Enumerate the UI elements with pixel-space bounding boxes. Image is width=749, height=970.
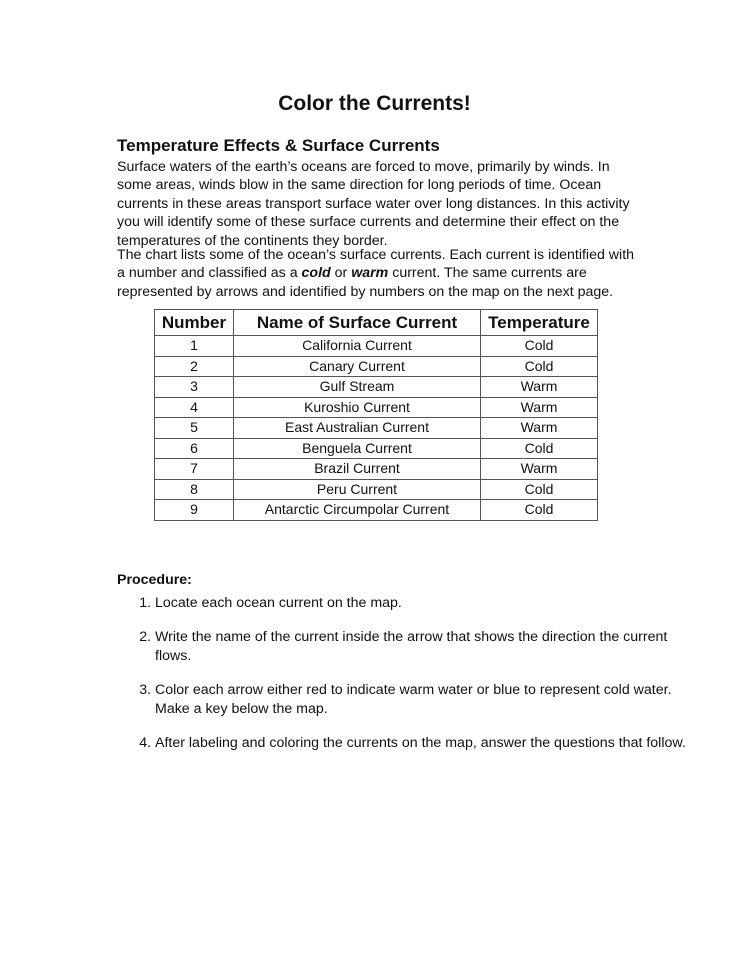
- header-name: Name of Surface Current: [234, 310, 481, 336]
- cell-name: Gulf Stream: [234, 377, 481, 398]
- cell-number: 4: [155, 397, 234, 418]
- cell-temperature: Cold: [481, 356, 598, 377]
- cell-name: Benguela Current: [234, 438, 481, 459]
- cell-number: 2: [155, 356, 234, 377]
- procedure-step: 1. Locate each ocean current on the map.: [155, 594, 695, 612]
- currents-table: [154, 309, 598, 521]
- cell-number: 7: [155, 459, 234, 480]
- table-header-row: [155, 310, 598, 336]
- cell-name: Peru Current: [234, 479, 481, 500]
- cell-name: Antarctic Circumpolar Current: [234, 500, 481, 521]
- procedure-label: Procedure:: [117, 572, 192, 588]
- page-title: Color the Currents!: [278, 92, 471, 115]
- cell-number: 9: [155, 500, 234, 521]
- cell-number: 6: [155, 438, 234, 459]
- cell-temperature: Warm: [481, 397, 598, 418]
- cold-emphasis: cold: [301, 265, 331, 282]
- procedure-step: 4. After labeling and coloring the currents on the map, answer the questions that follow.: [155, 734, 695, 752]
- table-row: [155, 336, 598, 357]
- cell-temperature: Warm: [481, 377, 598, 398]
- text: or: [330, 265, 352, 282]
- section-heading: Temperature Effects & Surface Currents: [117, 136, 440, 155]
- cell-name: California Current: [234, 336, 481, 357]
- cell-name: East Australian Current: [234, 418, 481, 439]
- header-temperature: Temperature: [481, 310, 598, 336]
- table-row: [155, 459, 598, 480]
- procedure-step: 2. Write the name of the current inside the arrow that shows the direction the current flows.: [155, 628, 695, 665]
- table-row: [155, 356, 598, 377]
- cell-temperature: Cold: [481, 500, 598, 521]
- table-row: [155, 438, 598, 459]
- cell-number: 8: [155, 479, 234, 500]
- cell-name: Canary Current: [234, 356, 481, 377]
- procedure-step: 3. Color each arrow either red to indicate warm water or blue to represent cold water. Make a key below the map.: [155, 681, 695, 718]
- text: current. The same currents are represented by arrows and identified by numbers on the map on the next page.: [117, 265, 614, 300]
- table-row: [155, 479, 598, 500]
- cell-number: 5: [155, 418, 234, 439]
- cell-temperature: Warm: [481, 418, 598, 439]
- intro-paragraph: Surface waters of the earth’s oceans are forced to move, primarily by winds. In some areas, winds blow in the same direction for long periods of time. Ocean currents in these areas transport surface water over long distances. In this activity you will identify some of these surface currents and determine their effect on the temperatures of the continents they border.: [117, 159, 630, 249]
- cell-number: 1: [155, 336, 234, 357]
- warm-emphasis: warm: [351, 265, 389, 282]
- table-row: [155, 500, 598, 521]
- cell-temperature: Warm: [481, 459, 598, 480]
- procedure-list: [117, 594, 695, 768]
- table-row: [155, 377, 598, 398]
- cell-name: Kuroshio Current: [234, 397, 481, 418]
- cell-temperature: Cold: [481, 438, 598, 459]
- cell-temperature: Cold: [481, 336, 598, 357]
- text: The chart lists some of the ocean’s surface currents. Each current is identified with a number and classified as a: [117, 247, 635, 282]
- table-row: [155, 418, 598, 439]
- cell-temperature: Cold: [481, 479, 598, 500]
- cell-number: 3: [155, 377, 234, 398]
- header-number: Number: [155, 310, 234, 336]
- table-row: [155, 397, 598, 418]
- chart-paragraph: [117, 246, 637, 301]
- cell-name: Brazil Current: [234, 459, 481, 480]
